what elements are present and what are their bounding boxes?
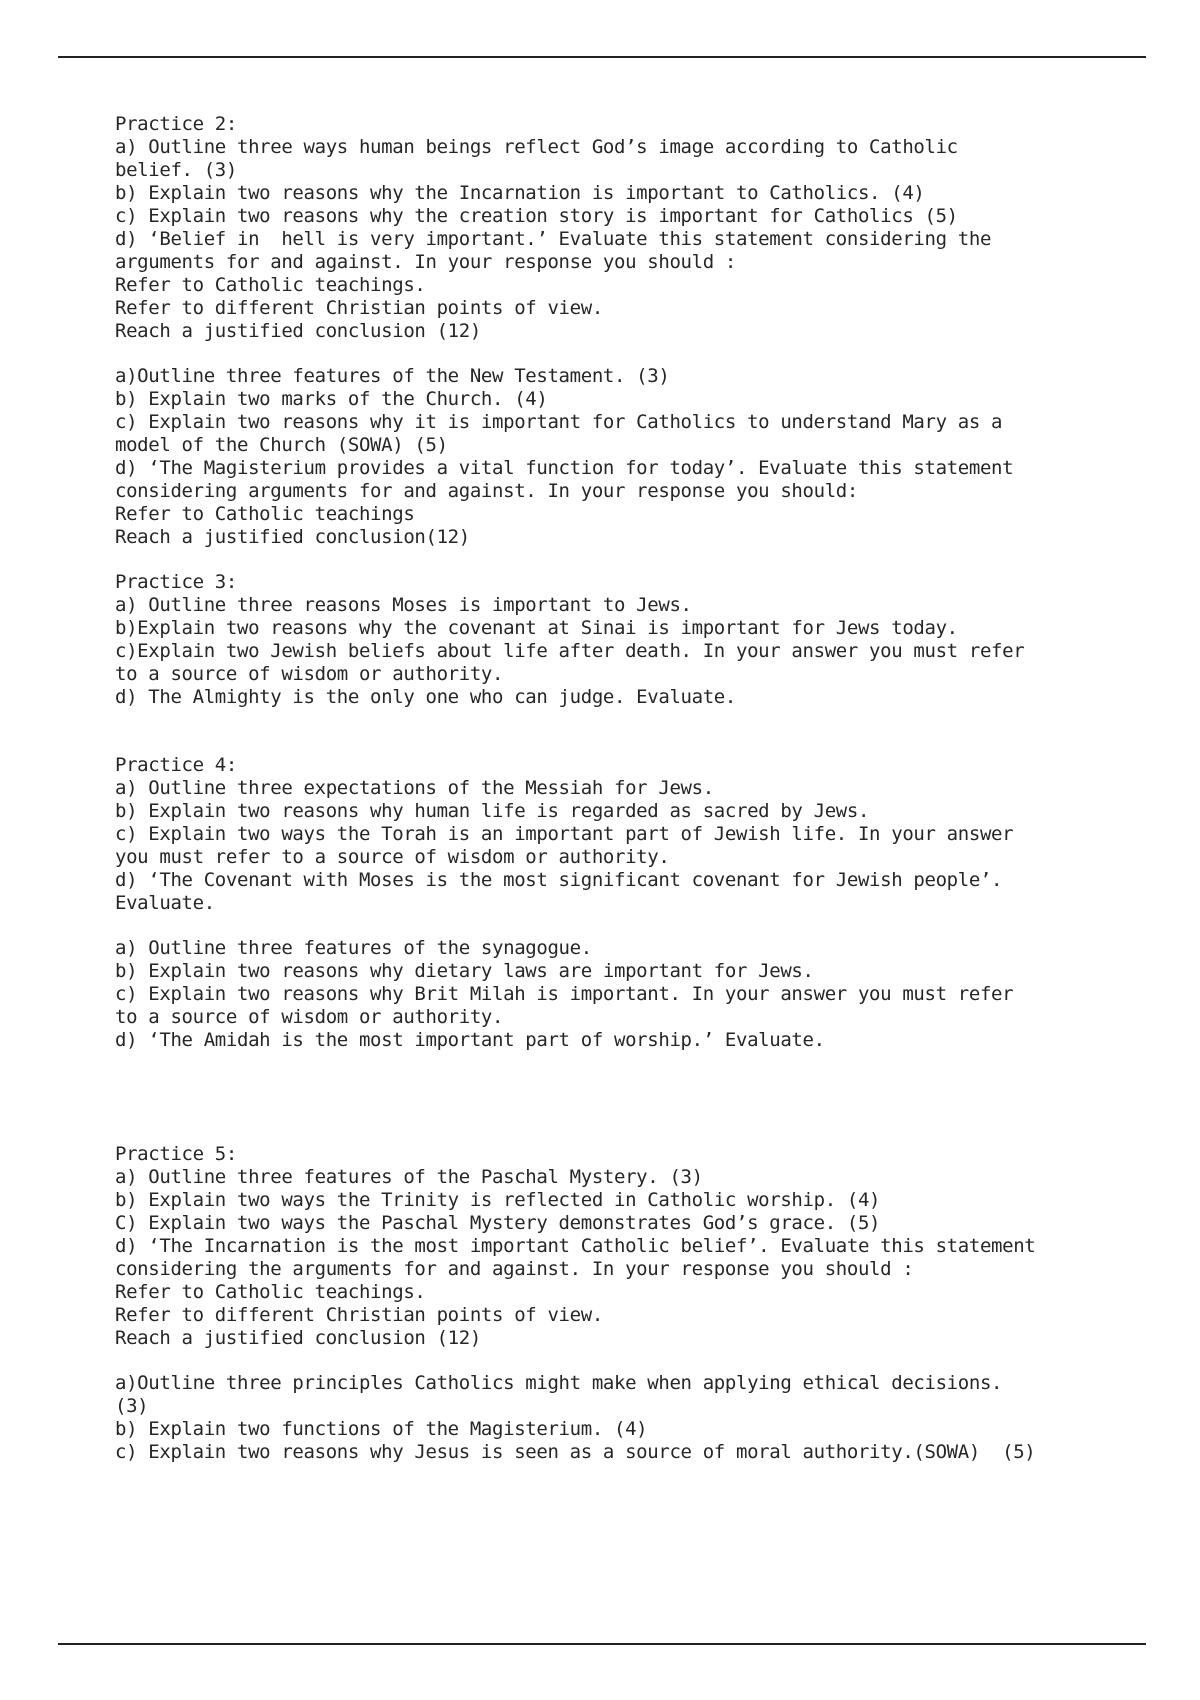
question-line: belief. (3) — [115, 159, 237, 181]
block-spacer — [115, 549, 1135, 571]
question-line: you must refer to a source of wisdom or authority. — [115, 846, 670, 868]
church-questions-block — [115, 365, 1135, 549]
question-line: Refer to different Christian points of view. — [115, 1304, 603, 1326]
question-line: c)Explain two Jewish beliefs about life after death. In your answer you must refer — [115, 640, 1025, 662]
question-line: Evaluate. — [115, 892, 215, 914]
question-line: considering arguments for and against. In your response you should: — [115, 480, 858, 502]
question-line: a) Outline three features of the synagogue. — [115, 937, 592, 959]
question-line: b) Explain two functions of the Magisterium. (4) — [115, 1418, 648, 1440]
question-line: d) ‘The Amidah is the most important part of worship.’ Evaluate. — [115, 1029, 825, 1051]
block-spacer — [115, 709, 1135, 754]
question-line: b) Explain two ways the Trinity is reflected in Catholic worship. (4) — [115, 1189, 881, 1211]
question-line: a)Outline three principles Catholics might make when applying ethical decisions. — [115, 1372, 1003, 1394]
question-line: b) Explain two marks of the Church. (4) — [115, 388, 548, 410]
section-heading: Practice 2: — [115, 113, 237, 135]
question-line: b) Explain two reasons why human life is regarded as sacred by Jews. — [115, 800, 870, 822]
block-spacer — [115, 1052, 1135, 1143]
question-line: b) Explain two reasons why dietary laws are important for Jews. — [115, 960, 814, 982]
question-line: a) Outline three ways human beings reflect God’s image according to Catholic — [115, 136, 958, 158]
block-spacer — [115, 915, 1135, 937]
question-line: d) The Almighty is the only one who can judge. Evaluate. — [115, 686, 736, 708]
section-heading: Practice 3: — [115, 571, 237, 593]
question-line: b) Explain two reasons why the Incarnation is important to Catholics. (4) — [115, 182, 925, 204]
question-line: model of the Church (SOWA) (5) — [115, 434, 448, 456]
section-heading: Practice 4: — [115, 754, 237, 776]
practice-5-block — [115, 1143, 1135, 1350]
question-line: to a source of wisdom or authority. — [115, 1006, 504, 1028]
question-line: d) ‘The Incarnation is the most important Catholic belief’. Evaluate this statement — [115, 1235, 1036, 1257]
practice-2-block — [115, 113, 1135, 343]
block-spacer — [115, 343, 1135, 365]
question-line: C) Explain two ways the Paschal Mystery demonstrates God’s grace. (5) — [115, 1212, 881, 1234]
question-line: c) Explain two reasons why Jesus is seen as a source of moral authority.(SOWA) (5) — [115, 1441, 1036, 1463]
question-line: c) Explain two reasons why Brit Milah is important. In your answer you must refer — [115, 983, 1014, 1005]
question-line: considering the arguments for and against. In your response you should : — [115, 1258, 914, 1280]
question-line: a) Outline three features of the Paschal Mystery. (3) — [115, 1166, 703, 1188]
question-line: Refer to Catholic teachings. — [115, 274, 426, 296]
question-line: Reach a justified conclusion (12) — [115, 1327, 481, 1349]
practice-3-block — [115, 571, 1135, 709]
ethics-questions-block — [115, 1372, 1135, 1464]
question-line: Reach a justified conclusion(12) — [115, 526, 470, 548]
footer-rule — [58, 1643, 1146, 1645]
question-line: c) Explain two reasons why the creation story is important for Catholics (5) — [115, 205, 958, 227]
question-line: (3) — [115, 1395, 149, 1417]
question-line: Refer to Catholic teachings. — [115, 1281, 426, 1303]
question-line: d) ‘The Covenant with Moses is the most significant covenant for Jewish people’. — [115, 869, 1003, 891]
practice-4-block — [115, 754, 1135, 915]
question-line: d) ‘The Magisterium provides a vital function for today’. Evaluate this statement — [115, 457, 1014, 479]
question-line: a) Outline three reasons Moses is important to Jews. — [115, 594, 692, 616]
document-body — [115, 113, 1135, 1464]
question-line: Reach a justified conclusion (12) — [115, 320, 481, 342]
question-line: c) Explain two reasons why it is important for Catholics to understand Mary as a — [115, 411, 1003, 433]
synagogue-questions-block — [115, 937, 1135, 1052]
question-line: a) Outline three expectations of the Messiah for Jews. — [115, 777, 714, 799]
question-line: to a source of wisdom or authority. — [115, 663, 504, 685]
question-line: d) ‘Belief in hell is very important.’ Evaluate this statement considering the — [115, 228, 992, 250]
question-line: arguments for and against. In your response you should : — [115, 251, 736, 273]
section-heading: Practice 5: — [115, 1143, 237, 1165]
question-line: c) Explain two ways the Torah is an important part of Jewish life. In your answer — [115, 823, 1014, 845]
question-line: b)Explain two reasons why the covenant at Sinai is important for Jews today. — [115, 617, 958, 639]
header-rule — [58, 56, 1146, 58]
block-spacer — [115, 1350, 1135, 1372]
question-line: a)Outline three features of the New Testament. (3) — [115, 365, 670, 387]
question-line: Refer to Catholic teachings — [115, 503, 415, 525]
question-line: Refer to different Christian points of view. — [115, 297, 603, 319]
